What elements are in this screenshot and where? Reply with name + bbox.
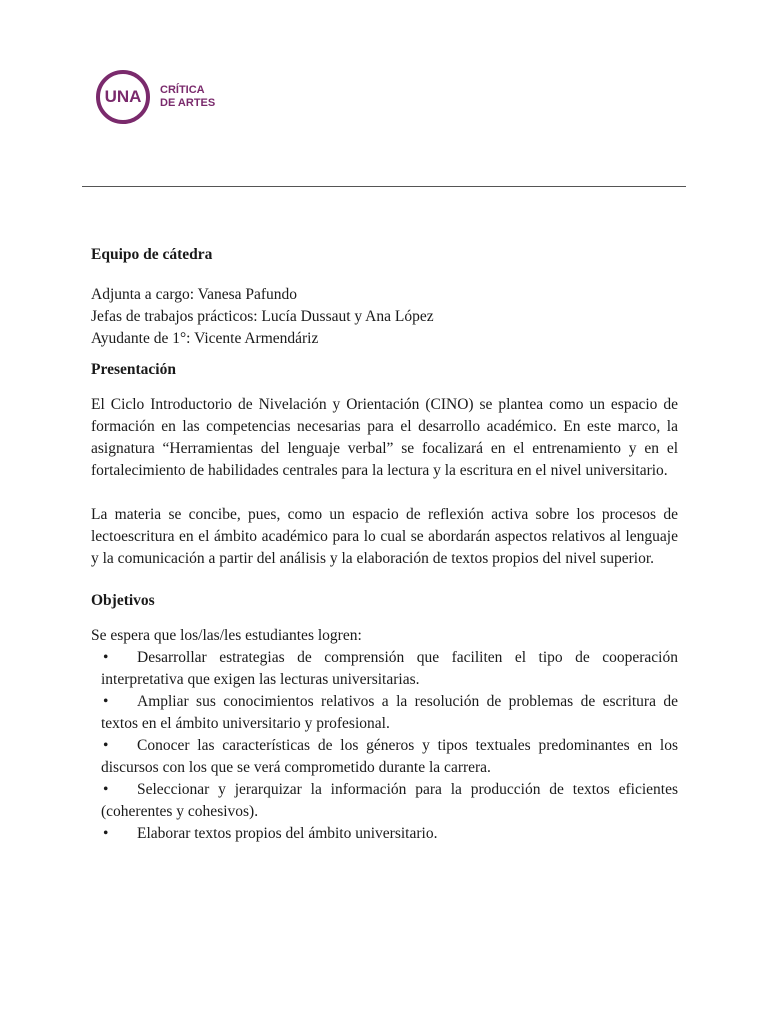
objetivos-heading: Objetivos	[91, 592, 155, 609]
logo-wordmark	[160, 84, 215, 110]
una-logo-mark	[96, 70, 150, 124]
header-divider	[82, 186, 686, 187]
bullet-icon: •	[103, 737, 109, 754]
bullet-icon: •	[103, 649, 109, 666]
equipo-line-adjunta: Adjunta a cargo: Vanesa Pafundo	[91, 286, 298, 303]
presentacion-heading: Presentación	[91, 361, 176, 378]
logo-mark-text: UNA	[104, 87, 142, 106]
list-item-text: Ampliar sus conocimientos relativos a la resolución de problemas de escritura de textos en el ámbito universitario y profesional.	[101, 693, 678, 732]
objetivos-list	[91, 647, 678, 845]
list-item-text: Desarrollar estrategias de comprensión que faciliten el tipo de cooperación interpretativa que exigen las lecturas universitarias.	[101, 649, 678, 688]
equipo-line-jefas: Jefas de trabajos prácticos: Lucía Dussaut y Ana López	[91, 308, 434, 325]
list-item	[91, 735, 678, 779]
equipo-line-ayudante: Ayudante de 1°: Vicente Armendáriz	[91, 330, 319, 347]
list-item	[91, 779, 678, 823]
presentacion-paragraph-2: La materia se concibe, pues, como un espacio de reflexión activa sobre los procesos de lectoescritura en el ámbito académico para lo cual se abordarán aspectos relativos al lenguaje y la comunicación a partir del análisis y la elaboración de textos propios del nivel superior.	[91, 506, 678, 567]
bullet-icon: •	[103, 693, 109, 710]
list-item	[91, 691, 678, 735]
logo-line-1: CRÍTICA	[160, 84, 205, 96]
list-item-text: Elaborar textos propios del ámbito universitario.	[137, 825, 438, 842]
bullet-icon: •	[103, 781, 109, 798]
logo-line-2: DE ARTES	[160, 97, 216, 109]
equipo-heading: Equipo de cátedra	[91, 246, 213, 263]
list-item-text: Conocer las características de los géneros y tipos textuales predominantes en los discursos con los que se verá comprometido durante la carrera.	[101, 737, 678, 776]
document-body	[91, 244, 678, 845]
objetivos-intro: Se espera que los/las/les estudiantes logren:	[91, 627, 362, 644]
list-item	[91, 647, 678, 691]
list-item	[91, 823, 678, 845]
bullet-icon: •	[103, 825, 109, 842]
una-logo	[96, 70, 215, 124]
presentacion-paragraph-1: El Ciclo Introductorio de Nivelación y Orientación (CINO) se plantea como un espacio de formación en las competencias necesarias para el desarrollo académico. En este marco, la asignatura “Herramientas del lenguaje verbal” se focalizará en el entrenamiento y en el fortalecimiento de habilidades centrales para la lectura y la escritura en el nivel universitario.	[91, 396, 678, 479]
list-item-text: Seleccionar y jerarquizar la información para la producción de textos eficientes (coherentes y cohesivos).	[101, 781, 678, 820]
